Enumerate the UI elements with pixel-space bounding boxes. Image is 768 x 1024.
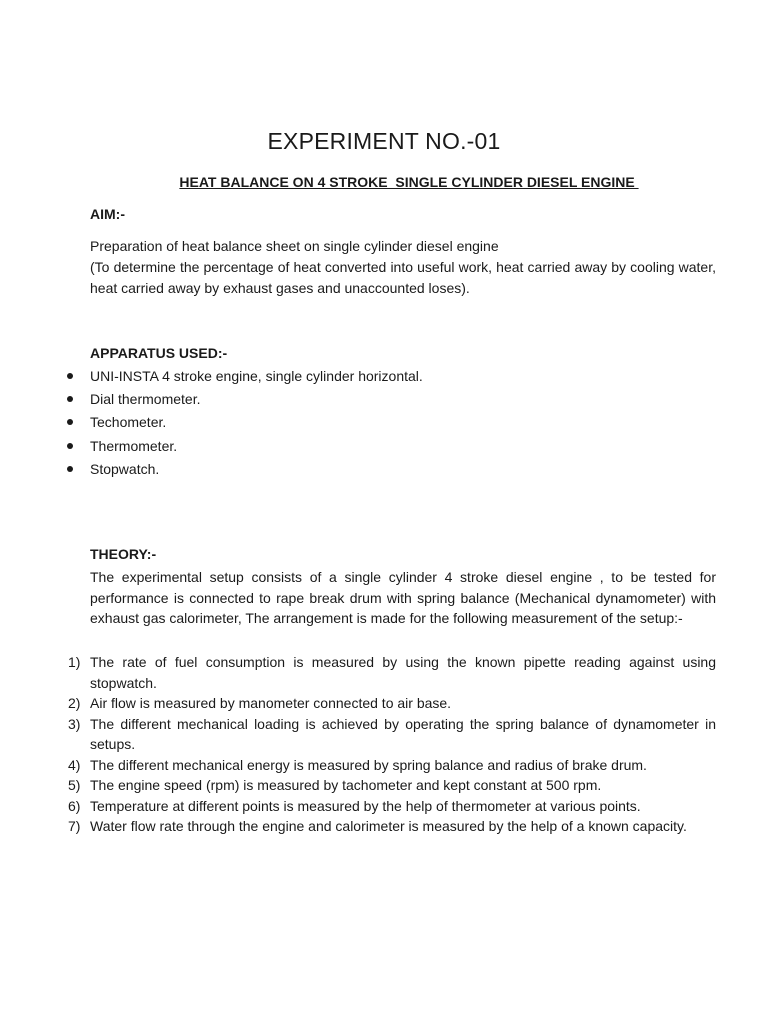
theory-steps [0, 652, 768, 837]
theory-intro: The experimental setup consists of a single cylinder 4 stroke diesel engine , to be tested for performance is connected to rape break drum with spring balance (Mechanical dynamometer) with exhaust gas calorimeter, The arrangement is made for the following measurement of the setup:- [90, 569, 716, 626]
list-item: 4) The different mechanical energy is measured by spring balance and radius of brake drum. [68, 756, 647, 773]
aim-heading: AIM:- [90, 206, 125, 222]
bullet-icon [67, 373, 73, 379]
bullet-icon [67, 443, 73, 449]
aim-line-2: (To determine the percentage of heat converted into useful work, heat carried away by cooling water, heat carried away by exhaust gases and unaccounted loses). [90, 259, 716, 296]
list-item: 1) The rate of fuel consumption is measured by using the known pipette reading against using stopwatch. [68, 654, 716, 691]
list-item: 6) Temperature at different points is measured by the help of thermometer at various points. [68, 797, 641, 814]
list-item: 7) Water flow rate through the engine and calorimeter is measured by the help of a known capacity. [68, 818, 687, 834]
aim-line-1: Preparation of heat balance sheet on single cylinder diesel engine [90, 238, 499, 254]
list-item: 2) Air flow is measured by manometer connected to air base. [68, 695, 452, 711]
list-item: Stopwatch. [0, 459, 768, 482]
bullet-icon [67, 419, 73, 425]
list-item: Techometer. [0, 412, 768, 435]
experiment-subtitle: HEAT BALANCE ON 4 STROKE SINGLE CYLINDER DIESEL ENGINE [179, 174, 639, 190]
aim-paragraph [90, 236, 716, 299]
apparatus-heading: APPARATUS USED:- [90, 345, 228, 361]
list-item: Dial thermometer. [0, 389, 768, 412]
bullet-icon [67, 396, 73, 402]
list-item: Thermometer. [0, 436, 768, 459]
apparatus-list [0, 366, 768, 482]
list-item: 3) The different mechanical loading is achieved by operating the spring balance of dynamometer in setups. [68, 715, 716, 752]
list-item: 5) The engine speed (rpm) is measured by tachometer and kept constant at 500 rpm. [68, 777, 602, 793]
bullet-icon [67, 466, 73, 472]
list-item: UNI-INSTA 4 stroke engine, single cylinder horizontal. [0, 366, 768, 389]
theory-heading: THEORY:- [90, 546, 157, 562]
page-title: EXPERIMENT NO.-01 [267, 128, 501, 154]
